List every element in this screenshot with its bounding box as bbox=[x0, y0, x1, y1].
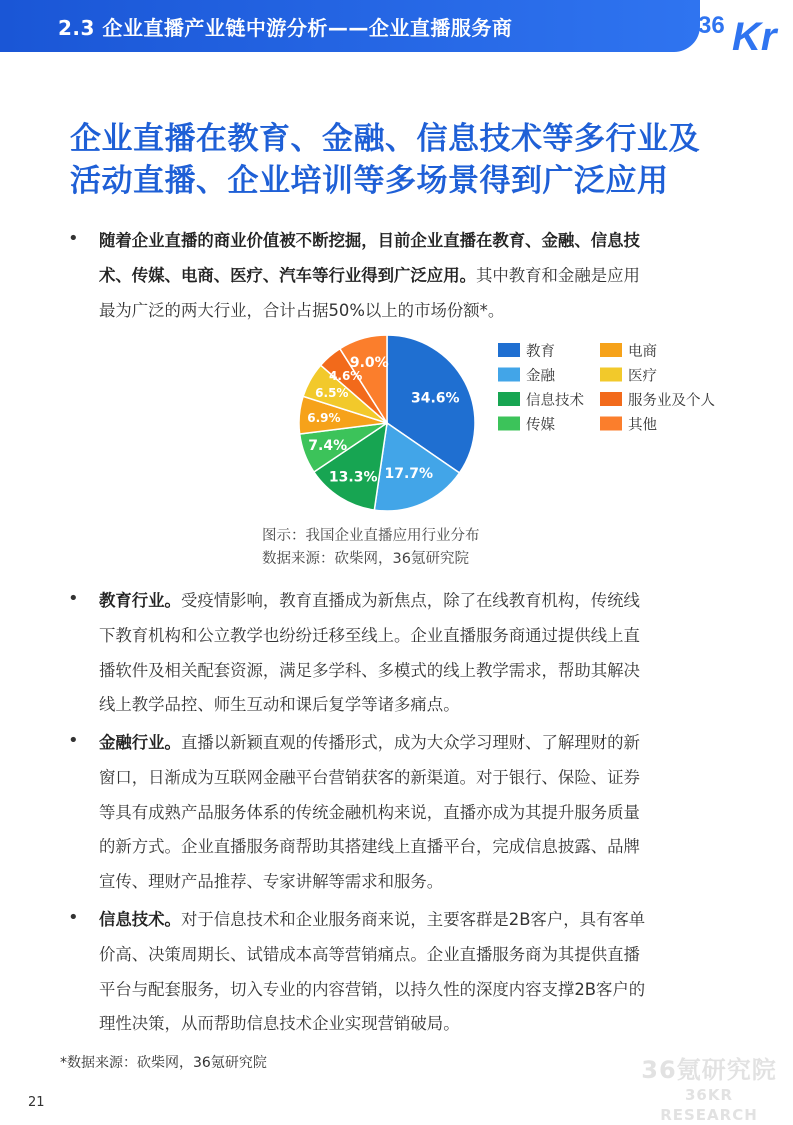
watermark bbox=[634, 1055, 784, 1125]
watermark-line-1: 36氪研究院 bbox=[641, 1056, 777, 1084]
footnote-source: *数据来源：砍柴网，36氪研究院 bbox=[60, 1055, 267, 1071]
pie-legend bbox=[498, 342, 715, 434]
section-line: 平台与配套服务，切入专业的内容营销，以持久性的深度内容支撑2B客户的 bbox=[99, 979, 646, 999]
main-title-line-2: 活动直播、企业培训等多场景得到广泛应用 bbox=[70, 163, 669, 199]
intro-bold-line-1: 随着企业直播的商业价值被不断挖掘，目前企业直播在教育、金融、信息技 bbox=[99, 231, 640, 250]
slice-data-label: 34.6% bbox=[411, 390, 460, 407]
section-heading: 金融行业。 bbox=[99, 733, 181, 752]
bullet-marker: • bbox=[68, 588, 79, 609]
main-title-line-1: 企业直播在教育、金融、信息技术等多行业及 bbox=[70, 121, 700, 157]
page-main-title bbox=[70, 118, 750, 202]
intro-normal-tail: 其中教育和金融是应用 bbox=[475, 265, 640, 285]
slice-data-label: 6.9% bbox=[307, 411, 341, 426]
slice-data-label: 9.0% bbox=[349, 355, 389, 372]
legend-swatch bbox=[498, 368, 520, 382]
section-line: 宣传、理财产品推荐、专家讲解等需求和服务。 bbox=[99, 872, 444, 892]
slice-data-label: 13.3% bbox=[328, 469, 378, 486]
section-line: 理性决策，从而帮助信息技术企业实现营销破局。 bbox=[99, 1014, 460, 1034]
section-line: 受疫情影响，教育直播成为新焦点，除了在线教育机构，传统线 bbox=[180, 591, 640, 610]
section-heading: 教育行业。 bbox=[99, 591, 181, 610]
legend-swatch bbox=[600, 417, 622, 431]
legend-item bbox=[600, 368, 657, 385]
section-heading: 信息技术。 bbox=[99, 910, 181, 929]
section-education bbox=[99, 584, 733, 723]
legend-label: 传媒 bbox=[526, 417, 555, 434]
legend-swatch bbox=[498, 392, 520, 406]
section-line: 下教育机构和公立教学也纷纷迁移至线上。企业直播服务商通过提供线上直 bbox=[99, 625, 640, 645]
bullet-marker: • bbox=[68, 228, 79, 249]
section-line: 窗口，日渐成为互联网金融平台营销获客的新渠道。对于银行、保险、证券 bbox=[99, 767, 640, 787]
chart-source: 数据来源：砍柴网，36氪研究院 bbox=[262, 551, 469, 567]
section-title: 2.3 企业直播产业链中游分析——企业直播服务商 bbox=[58, 16, 513, 40]
header-band bbox=[0, 0, 700, 52]
legend-label: 其他 bbox=[628, 417, 657, 434]
watermark-line-2: 36KR RESEARCH bbox=[660, 1086, 758, 1124]
slice-data-label: 7.4% bbox=[308, 438, 348, 455]
page-number: 21 bbox=[28, 1095, 45, 1110]
legend-label: 信息技术 bbox=[526, 393, 584, 409]
legend-swatch bbox=[600, 392, 622, 406]
legend-item bbox=[498, 368, 555, 385]
slice-data-label: 4.6% bbox=[329, 369, 363, 383]
legend-item bbox=[498, 392, 584, 409]
intro-paragraph bbox=[99, 224, 733, 328]
intro-bold-line-2: 术、传媒、电商、医疗、汽车等行业得到广泛应用。 bbox=[99, 265, 476, 285]
logo-text-36: 36 bbox=[698, 12, 725, 39]
legend-swatch bbox=[600, 368, 622, 382]
industry-pie-chart bbox=[294, 330, 754, 530]
legend-swatch bbox=[498, 343, 520, 357]
legend-swatch bbox=[600, 343, 622, 357]
bullet-marker: • bbox=[68, 730, 79, 751]
section-line: 播软件及相关配套资源，满足多学科、多模式的线上教学需求，帮助其解决 bbox=[99, 660, 640, 680]
section-line: 的新方式。企业直播服务商帮助其搭建线上直播平台，完成信息披露、品牌 bbox=[99, 837, 640, 857]
legend-label: 金融 bbox=[526, 368, 555, 385]
bullet-marker: • bbox=[68, 907, 79, 928]
legend-label: 电商 bbox=[628, 344, 657, 360]
logo-text-kr: Kr bbox=[732, 15, 777, 54]
36kr-logo bbox=[696, 6, 788, 54]
section-line: 直播以新颖直观的传播形式，成为大众学习理财、了解理财的新 bbox=[180, 733, 640, 752]
slice-data-label: 6.5% bbox=[315, 386, 349, 400]
legend-item bbox=[600, 417, 657, 434]
legend-label: 医疗 bbox=[628, 368, 657, 385]
legend-item bbox=[600, 392, 715, 409]
section-line: 线上教学品控、师生互动和课后复学等诸多痛点。 bbox=[99, 695, 460, 715]
section-finance bbox=[99, 726, 733, 900]
slice-data-label: 17.7% bbox=[384, 466, 434, 482]
legend-item bbox=[498, 342, 555, 360]
intro-line-3: 最为广泛的两大行业，合计占据50%以上的市场份额*。 bbox=[99, 300, 505, 320]
section-it bbox=[99, 903, 733, 1042]
legend-item bbox=[498, 416, 555, 434]
legend-swatch bbox=[498, 417, 520, 431]
section-line: 等具有成熟产品服务体系的传统金融机构来说，直播亦成为其提升服务质量 bbox=[99, 802, 640, 822]
legend-item bbox=[600, 342, 657, 360]
section-line: 价高、决策周期长、试错成本高等营销痛点。企业直播服务商为其提供直播 bbox=[99, 944, 640, 964]
section-line: 对于信息技术和企业服务商来说，主要客群是2B客户，具有客单 bbox=[180, 910, 646, 929]
chart-caption: 图示：我国企业直播应用行业分布 bbox=[262, 528, 480, 544]
legend-label: 服务业及个人 bbox=[628, 393, 715, 409]
legend-label: 教育 bbox=[526, 344, 555, 360]
